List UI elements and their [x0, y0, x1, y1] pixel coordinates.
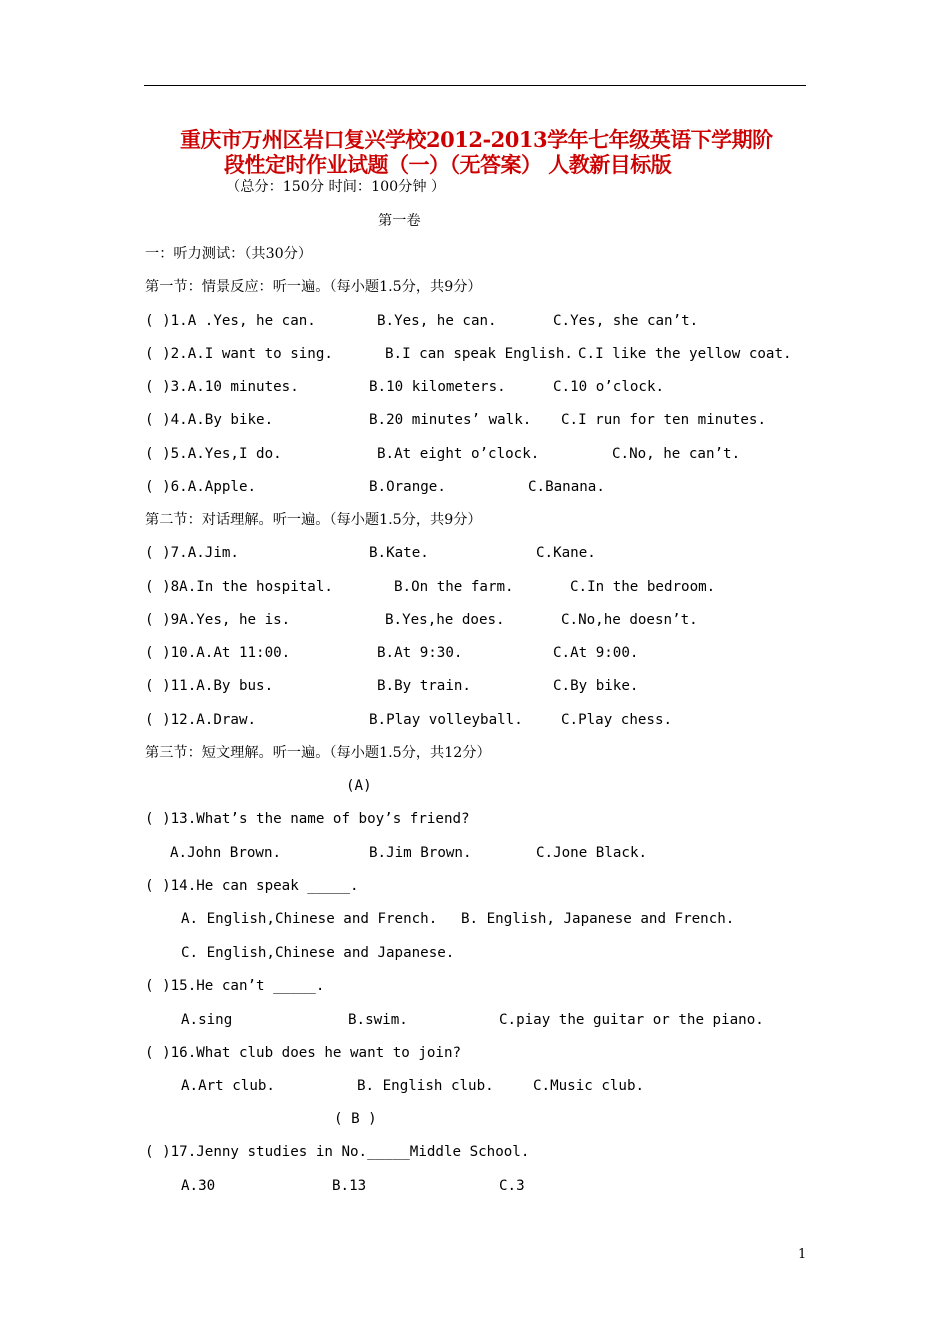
- question-options: [170, 844, 648, 862]
- question-stem: ( )14.He can speak _____.: [145, 878, 359, 894]
- question-stem: ( )4.A.By bike.: [145, 412, 274, 428]
- question-stem: ( )6.A.Apple.: [145, 479, 257, 495]
- option-b: B. English, Japanese and French.: [461, 911, 735, 927]
- option-c: C.No, he can’t.: [612, 446, 741, 462]
- question-stem: ( )10.A.At 11:00.: [145, 645, 291, 661]
- option-c: C.Banana.: [528, 479, 605, 495]
- option-b: B.At 9:30.: [377, 645, 463, 661]
- option-c: C.I like the yellow coat.: [578, 346, 792, 362]
- question-row: [145, 611, 698, 629]
- option-b: B.Play volleyball.: [369, 712, 523, 728]
- option-b: B.Jim Brown.: [369, 845, 472, 861]
- question-stem: ( )8A.In the hospital.: [145, 579, 333, 595]
- question-options: [181, 1077, 645, 1095]
- section-heading-3: 第三节：短文理解。听一遍。（每小题1.5分，共12分）: [145, 745, 491, 761]
- option-a: A.Art club.: [181, 1078, 275, 1094]
- option-b: B.Yes,he does.: [385, 612, 505, 628]
- question-row: [145, 378, 665, 396]
- option-b: B.Kate.: [369, 545, 429, 561]
- option-c: C.In the bedroom.: [570, 579, 716, 595]
- option-c: C.At 9:00.: [553, 645, 639, 661]
- option-c: C.No,he doesn’t.: [561, 612, 698, 628]
- option-b: B.20 minutes’ walk.: [369, 412, 532, 428]
- question-stem: ( )15.He can’t _____.: [145, 978, 325, 994]
- section-heading-2: 第二节：对话理解。听一遍。（每小题1.5分，共9分）: [145, 512, 482, 528]
- part-heading-listening: 一：听力测试：（共30分）: [145, 246, 313, 262]
- option-c: C.Yes, she can’t.: [553, 313, 699, 329]
- passage-label-b: ( B ): [334, 1111, 377, 1127]
- option-b: B.Orange.: [369, 479, 446, 495]
- question-stem: ( )11.A.By bus.: [145, 678, 274, 694]
- question-row: [145, 677, 639, 695]
- question-row: [145, 578, 716, 596]
- volume-heading: 第一卷: [378, 213, 421, 229]
- question-row: [145, 478, 605, 496]
- question-stem: ( )2.A.I want to sing.: [145, 346, 333, 362]
- option-a: A. English,Chinese and French.: [181, 911, 438, 927]
- question-row: [145, 711, 673, 729]
- question-stem: ( )3.A.10 minutes.: [145, 379, 299, 395]
- question-options: [181, 910, 735, 928]
- option-c: C.piay the guitar or the piano.: [499, 1012, 764, 1028]
- question-row: [145, 345, 792, 363]
- option-b: B.10 kilometers.: [369, 379, 506, 395]
- passage-label-a: (A): [346, 778, 372, 794]
- question-stem: ( )9A.Yes, he is.: [145, 612, 291, 628]
- document-title-line-1: 重庆市万州区岩口复兴学校2012-2013学年七年级英语下学期阶: [180, 127, 773, 152]
- option-c: C.Play chess.: [561, 712, 673, 728]
- option-c: C.By bike.: [553, 678, 639, 694]
- question-options: [181, 1177, 525, 1195]
- question-stem: ( )5.A.Yes,I do.: [145, 446, 282, 462]
- option-b: B.swim.: [348, 1012, 408, 1028]
- question-row: [145, 411, 766, 429]
- option-c: C.10 o’clock.: [553, 379, 665, 395]
- question-stem: ( )1.A .Yes, he can.: [145, 313, 316, 329]
- option-a: A.John Brown.: [170, 845, 282, 861]
- question-row: [145, 312, 699, 330]
- question-stem: ( )16.What club does he want to join?: [145, 1045, 462, 1061]
- question-row: [145, 644, 639, 662]
- header-rule: [144, 85, 806, 86]
- option-c: C. English,Chinese and Japanese.: [181, 945, 455, 961]
- question-row: [145, 445, 741, 463]
- score-time-info: （总分：150分 时间：100分钟 ）: [226, 179, 446, 195]
- option-c: C.Music club.: [533, 1078, 645, 1094]
- page-number: 1: [798, 1247, 807, 1262]
- option-b: B.By train.: [377, 678, 471, 694]
- question-stem: ( )13.What’s the name of boy’s friend?: [145, 811, 470, 827]
- option-c: C.Kane.: [536, 545, 596, 561]
- option-b: B.At eight o’clock.: [377, 446, 540, 462]
- option-c: C.Jone Black.: [536, 845, 648, 861]
- option-a: A.30: [181, 1178, 216, 1194]
- section-heading-1: 第一节：情景反应：听一遍。（每小题1.5分，共9分）: [145, 279, 482, 295]
- option-a: A.sing: [181, 1012, 233, 1028]
- question-stem: ( )17.Jenny studies in No._____Middle School.: [145, 1144, 530, 1160]
- document-title-line-2: 段性定时作业试题（一）（无答案） 人教新目标版: [224, 152, 672, 177]
- question-row: [145, 544, 596, 562]
- option-b: B.On the farm.: [394, 579, 514, 595]
- option-b: B.I can speak English.: [385, 346, 573, 362]
- option-b: B. English club.: [357, 1078, 494, 1094]
- question-options: [181, 1011, 764, 1029]
- option-c: C.I run for ten minutes.: [561, 412, 766, 428]
- question-stem: ( )7.A.Jim.: [145, 545, 239, 561]
- option-c: C.3: [499, 1178, 525, 1194]
- question-stem: ( )12.A.Draw.: [145, 712, 257, 728]
- option-b: B.13: [332, 1178, 367, 1194]
- option-b: B.Yes, he can.: [377, 313, 497, 329]
